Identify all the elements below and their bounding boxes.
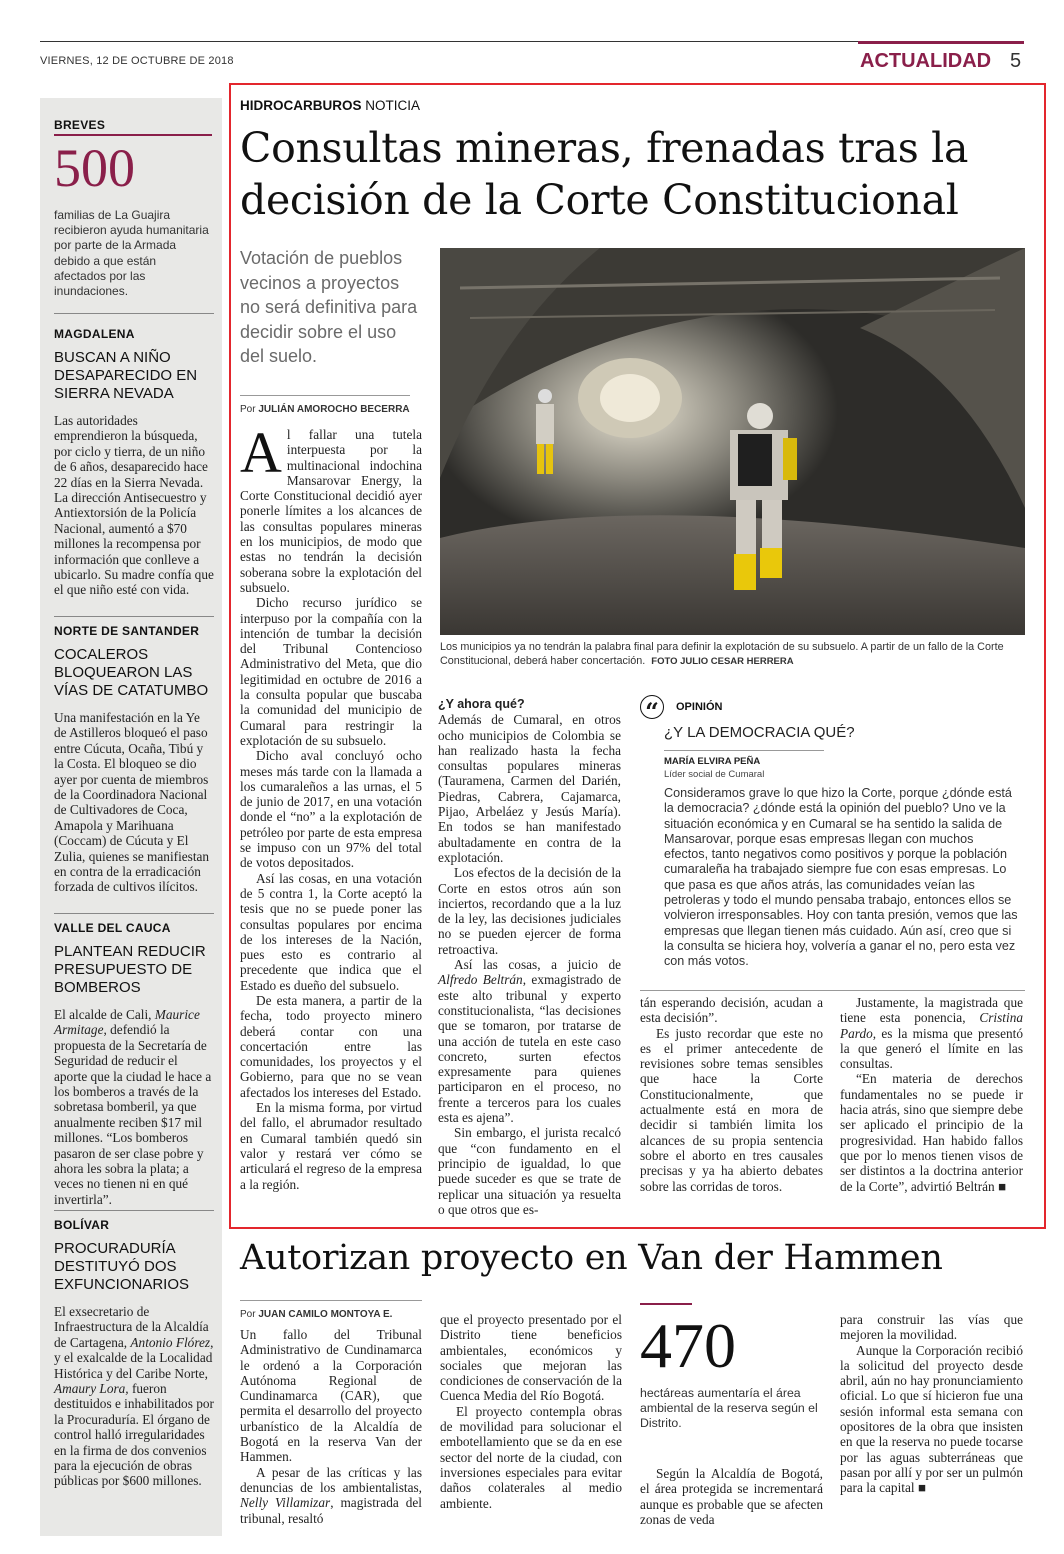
photo-credit: FOTO JULIO CESAR HERRERA bbox=[651, 655, 794, 667]
section-name: ACTUALIDAD bbox=[860, 50, 992, 72]
kicker: HIDROCARBUROS NOTICIA bbox=[240, 98, 421, 113]
opinion-text: Consideramos grave lo que hizo la Corte, porque ¿dónde está la democracia? ¿dónde está la opinión del pueblo? Uno ve la situación económica y en Cumaral se ha sentido la salida de Mansarovar, porque esas empresas llegan con muchos efectos, tanto negativos como positivos y porque la población cumaraleña ha trabajado siempre fue con esas empresas. Lo que pasa es que años atrás, las comunidades veían las petroleras y todo el mundo pensaba trabajo, entonces ellos se volvieron irresponsables. Hoy con tanta presión, vemos que las empresas que llegan tienen más cuidado. Aún así, creo que si la consulta se hiciera hoy, volvería a ganar el no, pero esta vez con más votos. bbox=[664, 786, 1018, 969]
drop-cap: A bbox=[240, 420, 282, 485]
opinion-bottom-rule bbox=[640, 990, 1025, 991]
article-column: ¿Y ahora qué? Además de Cumaral, en otros ocho municipios de Colombia se han realizado hasta la fecha consultas populares mineras (Tauramena, Carmen del Darién, Piedras, Cabrera, Cajamarca, Pijao, Arbeláez y Jesús María). En todos se han manifestado abultadamente en contra de la explotación. Los efectos de la decisión de la Corte en estos otros aún son inciertos, recordando que a la luz de la ley, las decisiones judiciales no se pueden ejercer de forma retroactiva. Así las cosas, a juicio de Alfredo Beltrán, exmagistrado de este alto tribunal y experto constitucionalista, “las decisiones que se tomaron, por tratarse de una acción de tutela en este caso concreto, surten efectos expresamente para quienes participaron en el proceso, no frente a terceros para los cuales esta es ajena”. Sin embargo, el jurista recalcó que “con fundamento en el principio de igualdad, lo que puede suceder es que se trate de replicar una situación ya resuelta o que otros que es- bbox=[438, 697, 621, 1217]
breves-text: familias de La Guajira recibieron ayuda humanitaria por parte de la Armada debido a que están afectados por las inundaciones. bbox=[54, 208, 209, 299]
stat-accent-rule bbox=[640, 1303, 692, 1305]
opinion-author-role: Líder social de Cumaral bbox=[664, 769, 765, 780]
stat-number: 470 bbox=[640, 1310, 736, 1381]
opinion-author: MARÍA ELVIRA PEÑA bbox=[664, 756, 761, 767]
brief-item bbox=[54, 624, 214, 895]
stat-text: hectáreas aumentaría el área ambiental de la reserva según el Distrito. bbox=[640, 1386, 818, 1431]
subhead: ¿Y ahora qué? bbox=[438, 697, 525, 711]
brief-title: PROCURADURÍA DESTITUYÓ DOS EXFUNCIONARIOS bbox=[54, 1240, 190, 1293]
sidebar-divider bbox=[54, 616, 214, 617]
end-mark: ■ bbox=[917, 1480, 926, 1496]
article-column: tán esperando decisión, acudan a esta decisión”. Es justo recordar que este no es el primer antecedente de revisiones sobre temas sensibles que hace la Corte Constitucionalmente, que actualmente está en mora de decidir si también limita los alcances de su propia sentencia sobre el aborto en tres causales precisas y ya ha abierto debates sobre las corridas de toros. bbox=[640, 995, 823, 1194]
brief-text: Las autoridades emprendieron la búsqueda, por ciclo y tierra, de un niño de 6 años, desaparecido hace 22 días en la Sierra Nevada. La dirección Antisecuestro y Antiextorsión de la Policía Nacional, aumentó a $70 millones la recompensa por información que conlleve a ubicarlo. Su madre confía que el que niño esté con vida. bbox=[54, 413, 214, 598]
mine-tunnel-photo bbox=[440, 248, 1025, 635]
brief-text: Una manifestación en la Ye de Astilleros bloqueó el paso entre Cúcuta, Ocaña, Tibú y la Costa. El bloqueo se dio ayer por cuenta de miembros de la Coordinadora Nacional de Cultivadores de Coca, Amapola y Marihuana (Coccam) de Cúcuta y El Zulia, quienes se manifiestan en contra de la erradicación forzada de cultivos ilícitos. bbox=[54, 710, 210, 895]
sidebar-divider bbox=[54, 1210, 214, 1211]
second-headline: Autorizan proyecto en Van der Hammen bbox=[240, 1238, 943, 1278]
article-column: para construir las vías que mejoren la movilidad. Aunque la Corporación recibió la solicitud del proyecto desde abril, aún no hay pronunciamiento oficial. Lo que sí hicieron fue una sesión informal esta semana con opositores de la obra que insisten en que la reserva no puede tocarse por las aguas subterráneas que pasan por allí y por ser un pulmón para la capital ■ bbox=[840, 1312, 1023, 1496]
photo-caption: Los municipios ya no tendrán la palabra final para definir la explotación de su subsuelo. A partir de un fallo de la Corte Constitucional, deberá haber concertación. FOTO JULIO CESAR HERRERA bbox=[440, 641, 1004, 667]
brief-region: BOLÍVAR bbox=[54, 1218, 110, 1232]
breves-label: BREVES bbox=[54, 118, 106, 132]
issue-date: VIERNES, 12 DE OCTUBRE DE 2018 bbox=[40, 55, 234, 67]
brief-region: VALLE DEL CAUCA bbox=[54, 921, 171, 935]
section-accent-bar bbox=[858, 41, 1024, 44]
end-mark: ■ bbox=[998, 1178, 1007, 1194]
breves-number: 500 bbox=[54, 138, 135, 198]
breves-block bbox=[54, 118, 214, 299]
brief-item bbox=[54, 327, 214, 598]
brief-region: NORTE DE SANTANDER bbox=[54, 624, 200, 638]
breves-accent-rule bbox=[54, 134, 212, 136]
mine-tunnel-image bbox=[440, 248, 1025, 635]
opinion-rule bbox=[664, 750, 824, 751]
byline-rule bbox=[240, 1300, 422, 1301]
second-byline: Por JUAN CAMILO MONTOYA E. bbox=[240, 1309, 393, 1320]
sidebar-divider bbox=[54, 913, 214, 914]
article-column: Un fallo del Tribunal Administrativo de Cundinamarca le ordenó a la Corporación Autónoma Regional de Cundinamarca (CAR), que permita el desarrollo del proyecto urbanístico de la Alcaldía de Bogotá en la reserva Van der Hammen. A pesar de las críticas y las denuncias de los ambientalistas, Nelly Villamizar, magistrada del tribunal, resaltó bbox=[240, 1327, 423, 1526]
brief-title: COCALEROS BLOQUEARON LAS VÍAS DE CATATUMBO bbox=[54, 646, 209, 699]
page-number: 5 bbox=[1010, 50, 1022, 72]
byline: Por JULIÁN AMOROCHO BECERRA bbox=[240, 404, 410, 415]
brief-title: BUSCAN A NIÑO DESAPARECIDO EN SIERRA NEVADA bbox=[54, 349, 198, 402]
brief-item bbox=[54, 921, 214, 1207]
opinion-title: ¿Y LA DEMOCRACIA QUÉ? bbox=[664, 724, 855, 741]
article-column: Según la Alcaldía de Bogotá, el área protegida se incrementará aunque es probable que se afecten zonas de veda bbox=[640, 1466, 823, 1527]
brief-text: El alcalde de Cali, Maurice Armitage, defendió la propuesta de la Secretaría de Seguridad de reducir el aporte que la ciudad le hace a los bomberos a través de la sobretasa bomberil, ya que anualmente reciben $17 mil millones. “Los bomberos pasaron de ser clase pobre y ahora les sobra la plata; a veces no tienen ni en qué invertirla”. bbox=[54, 1007, 212, 1207]
deck: Votación de pueblos vecinos a proyectos no será definitiva para decidir sobre el uso del suelo. bbox=[240, 248, 418, 366]
article-column: Justamente, la magistrada que tiene esta ponencia, Cristina Pardo, es la misma que presentó la que generó el límite en las consultas. “En materia de derechos fundamentales no se puede ir hacia atrás, sino que siempre debe ser aplicado el principio de la progresividad. Han habido fallos que por lo menos tienen visos de ser distintos a la doctrina anterior de la Corte”, advirtió Beltrán ■ bbox=[840, 995, 1023, 1194]
brief-item bbox=[54, 1218, 214, 1489]
sidebar-divider bbox=[54, 313, 214, 314]
brief-region: MAGDALENA bbox=[54, 327, 135, 341]
article-column: que el proyecto presentado por el Distrito tiene beneficios ambientales, económicos y sociales que mejoran las condiciones de conservación de la Cuenca Media del Río Bogotá. El proyecto contempla obras de movilidad para solucionar el embotellamiento que se da en ese sector del norte de la ciudad, con inversiones especiales para evitar daños colaterales al medio ambiente. bbox=[440, 1312, 622, 1511]
opinion-label: OPINIÓN bbox=[676, 701, 723, 713]
article-column: Al fallar una tutela interpuesta por la multinacional indochina Mansarovar Energy, la Corte Constitucional decidió ayer ponerle límites a los alcances de las consultas populares mineras en los municipios, de modo que estas no tendrán la decisión soberana sobre la explotación del subsuelo. Dicho recurso jurídico se interpuso por la compañía con la intención de tumbar la decisión del Tribunal Contencioso Administrativo del Meta, que dio legitimidad en octubre de 2016 a la consulta popular que buscaba la comunidad del municipio de Cumaral para restringir la explotación de su subsuelo. Dicho aval concluyó ocho meses más tarde con la llamada a los cumaraleños a las urnas, el 5 de junio de 2017, en una votación donde el “no” a la explotación de petróleo por parte de esta empresa se impuso con un 97% del total de votos depositados. Así las cosas, en una votación de 5 contra 1, la Corte aceptó la tesis que no se puede poner las consultas populares por encima de los intereses de la Nación, pues esto es contrario al precedente que indica que el Estado es dueño del subsuelo. De esta manera, a partir de la fecha, todo proyecto minero deberá contar con una concertación entre las comunidades, los proyectos y el Gobierno, para que no se vean afectados los intereses del Estado. En la misma forma, por virtud del fallo, el abrumador resultado en Cumaral también quedó sin valor y restará ver cómo se articulará el regreso de la empresa a la región. bbox=[240, 420, 423, 1192]
brief-text: El exsecretario de Infraestructura de la Alcaldía de Cartagena, Antonio Flórez, y el exalcalde de la Localidad Histórica y del Caribe Norte, Amaury Lora, fueron destituidos e inhabilitados por la Procuraduría. El órgano de control halló irregularidades en la firma de dos convenios para la ejecución de obras públicas por $600 millones. bbox=[54, 1304, 214, 1489]
brief-title: PLANTEAN REDUCIR PRESUPUESTO DE BOMBEROS bbox=[54, 943, 206, 996]
headline: Consultas mineras, frenadas tras la decisión de la Corte Constitucional bbox=[240, 124, 969, 224]
byline-rule bbox=[240, 395, 410, 396]
quote-icon: “ bbox=[640, 695, 664, 719]
